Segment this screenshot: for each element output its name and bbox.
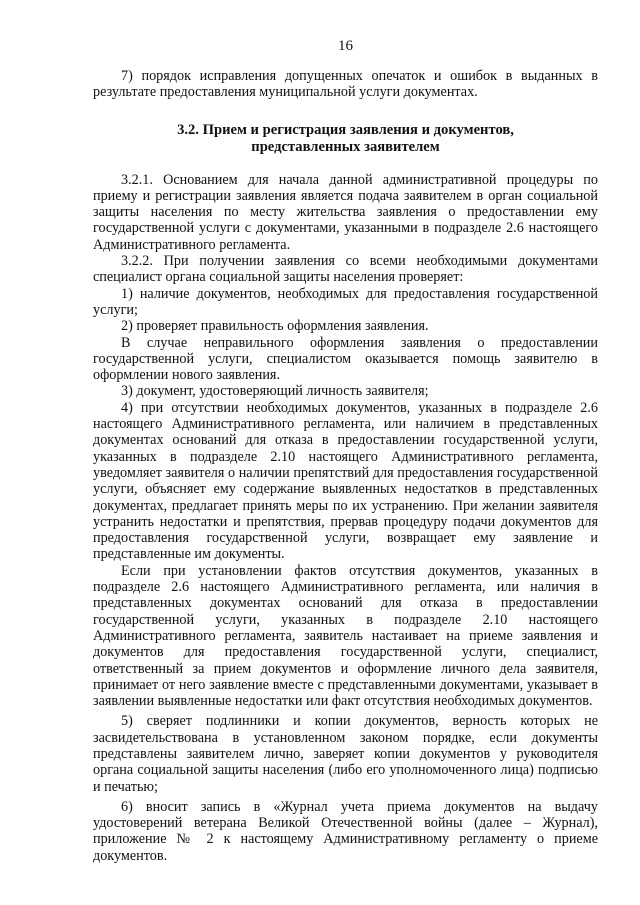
paragraph-3-2-2: 3.2.2. При получении заявления со всеми необходимыми документами специалист органа социальной защиты населения проверяет: — [93, 253, 598, 286]
list-item-6: 6) вносит запись в «Журнал учета приема документов на выдачу удостоверений ветерана Великой Отечественной войны (далее – Журнал), приложение № 2 к настоящему Административному регламенту о приеме документов. — [93, 798, 598, 864]
paragraph-3-2-1: 3.2.1. Основанием для начала данной административной процедуры по приему и регистрации заявления является подача заявителем в орган социальной защиты населения по месту жительства заявления о предоставлении ему государственной услуги с документами, указанными в подразделе 2.6 настоящего Административного регламента. — [93, 171, 598, 253]
document-body — [93, 68, 598, 864]
section-heading — [93, 122, 598, 156]
intro-paragraph: 7) порядок исправления допущенных опечаток и ошибок в выданных в результате предоставления муниципальной услуги документах. — [93, 68, 598, 101]
section-heading-line-1: 3.2. Прием и регистрация заявления и документов, — [177, 121, 514, 138]
page-number: 16 — [338, 38, 353, 54]
list-item-2: 2) проверяет правильность оформления заявления. — [121, 318, 429, 335]
paragraph-incorrect-form: В случае неправильного оформления заявления о предоставлении государственной услуги, специалистом оказывается помощь заявителю в оформлении нового заявления. — [93, 334, 598, 384]
list-item-5: 5) сверяет подлинники и копии документов, верность которых не засвидетельствована в установленном законом порядке, если документы представлены заявителем лично, заверяет копии документов у руководителя органа социальной защиты населения (либо его уполномоченного лица) подписью и печатью; — [93, 713, 598, 795]
paragraph-missing-documents: Если при установлении фактов отсутствия документов, указанных в подразделе 2.6 настоящего Административного регламента, или наличия в представленных документах оснований для отказа в предоставлении государственной услуги, указанных в подразделе 2.10 настоящего Административного регламента, заявитель настаивает на приеме заявления и документов для предоставления государственной услуги, специалист, ответственный за прием документов и оформление личного дела заявителя, принимает от него заявление вместе с представленными документами, указывает в заявлении выявленные недостатки или факт отсутствия необходимых документов. — [93, 562, 598, 710]
section-heading-line-2: представленных заявителем — [251, 138, 440, 155]
list-item-4: 4) при отсутствии необходимых документов, указанных в подразделе 2.6 настоящего Административного регламента, или наличием в представленных документах оснований для отказа в предоставлении государственной услуги, указанных в подразделе 2.10 настоящего Административного регламента, уведомляет заявителя о наличии препятствий для предоставления государственной услуги, объясняет ему содержание выявленных недостатков в представленных документах, предлагает принять меры по их устранению. При желании заявителя устранить недостатки и препятствия, прервав процедуру подачи документов для предоставления государственной услуги, возвращает ему заявление и представленные им документы. — [93, 399, 598, 563]
list-item-3: 3) документ, удостоверяющий личность заявителя; — [121, 383, 429, 400]
list-item-1: 1) наличие документов, необходимых для предоставления государственной услуги; — [93, 285, 598, 318]
